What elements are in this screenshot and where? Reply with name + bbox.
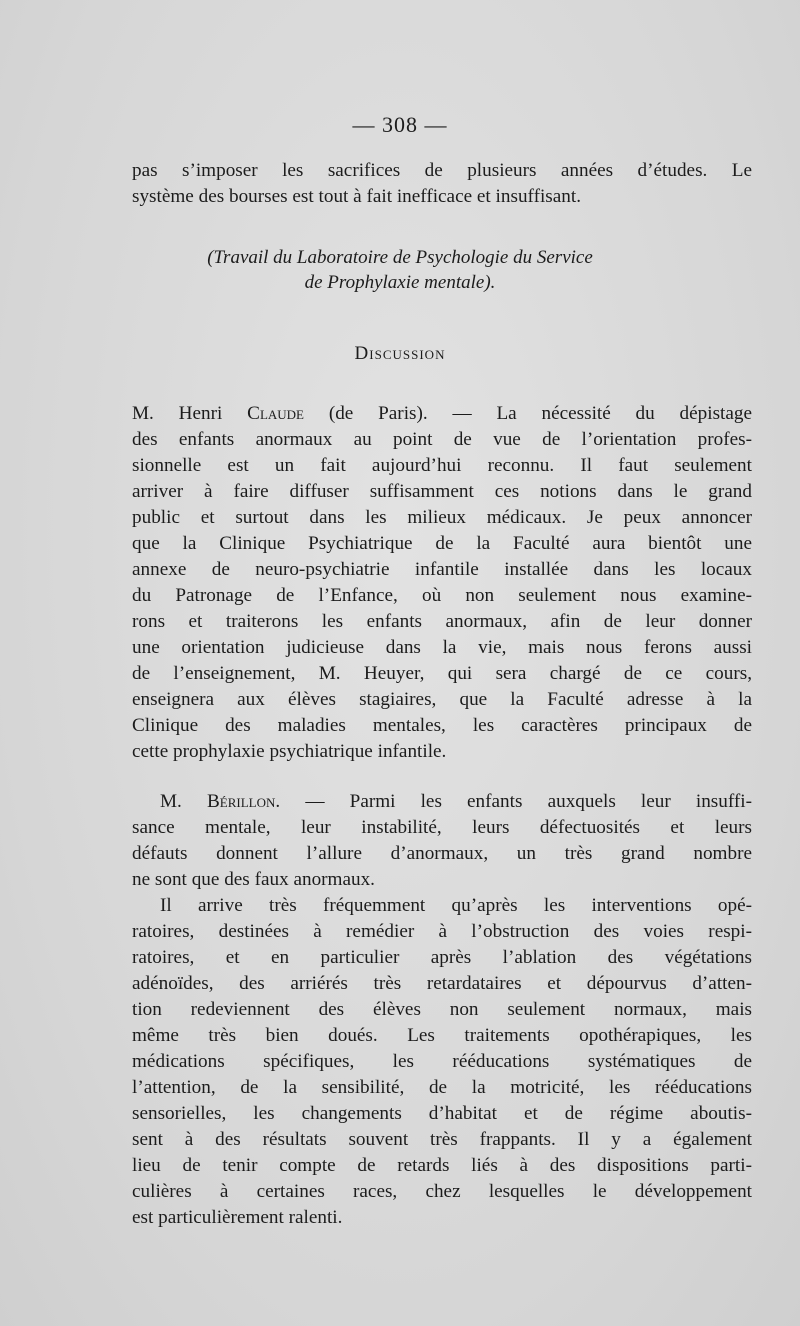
text-line: sionnelle est un fait aujourd’hui reconnu. Il faut seulement bbox=[132, 455, 752, 476]
text-line: est particulièrement ralenti. bbox=[132, 1207, 343, 1228]
text-line: cette prophylaxie psychiatrique infantile. bbox=[132, 741, 447, 762]
text-line bbox=[132, 401, 752, 427]
text-line: arriver à faire diffuser suffisamment ces notions dans le grand bbox=[132, 481, 752, 502]
text-line: l’attention, de la sensibilité, de la motricité, les rééducations bbox=[132, 1077, 752, 1098]
credit-line: de Prophylaxie mentale). bbox=[304, 272, 496, 293]
section-heading: Discussion bbox=[354, 343, 446, 364]
speaker-name: Claude bbox=[247, 403, 305, 424]
text-line: sance mentale, leur instabilité, leurs défectuosités et leurs bbox=[132, 817, 752, 838]
text-line: lieu de tenir compte de retards liés à des dispositions parti- bbox=[132, 1155, 752, 1176]
speaker-name: Bérillon bbox=[207, 791, 276, 812]
credit-line: (Travail du Laboratoire de Psychologie du Service bbox=[207, 247, 593, 268]
text-line: rons et traiterons les enfants anormaux, afin de leur donner bbox=[132, 611, 752, 632]
text-line: pas s’imposer les sacrifices de plusieurs années d’études. Le bbox=[132, 160, 752, 181]
text-line: du Patronage de l’Enfance, où non seulement nous examine- bbox=[132, 585, 752, 606]
text-line bbox=[132, 789, 752, 815]
speaker-text: . — Parmi les enfants auxquels leur insuffi- bbox=[275, 791, 753, 812]
text-line: de l’enseignement, M. Heuyer, qui sera chargé de ce cours, bbox=[132, 663, 752, 684]
text-line: public et surtout dans les milieux médicaux. Je peux annoncer bbox=[132, 507, 752, 528]
text-line: adénoïdes, des arriérés très retardataires et dépourvus d’atten- bbox=[132, 973, 752, 994]
text-line: tion redeviennent des élèves non seulement normaux, mais bbox=[132, 999, 752, 1020]
text-line: une orientation judicieuse dans la vie, mais nous ferons aussi bbox=[132, 637, 752, 658]
opening-paragraph bbox=[132, 158, 752, 210]
text-line: sent à des résultats souvent très frappants. Il y a également bbox=[132, 1129, 752, 1150]
speaker-text: (de Paris). — La nécessité du dépistage bbox=[304, 403, 753, 424]
claude-paragraph bbox=[132, 401, 752, 765]
text-line: Il arrive très fréquemment qu’après les interventions opé- bbox=[160, 895, 752, 916]
speaker-title: M. bbox=[160, 791, 207, 812]
text-line: que la Clinique Psychiatrique de la Faculté aura bientôt une bbox=[132, 533, 752, 554]
text-line: culières à certaines races, chez lesquelles le développement bbox=[132, 1181, 752, 1202]
text-line: même très bien doués. Les traitements opothérapiques, les bbox=[132, 1025, 752, 1046]
speaker-title: M. Henri bbox=[132, 403, 248, 424]
text-line: défauts donnent l’allure d’anormaux, un très grand nombre bbox=[132, 843, 752, 864]
text-line: sensorielles, les changements d’habitat et de régime aboutis- bbox=[132, 1103, 752, 1124]
text-line: enseignera aux élèves stagiaires, que la Faculté adresse à la bbox=[132, 689, 752, 710]
text-line: système des bourses est tout à fait inefficace et insuffisant. bbox=[132, 186, 582, 207]
laboratory-credit bbox=[0, 245, 800, 295]
text-line: Clinique des maladies mentales, les caractères principaux de bbox=[132, 715, 752, 736]
text-line: ratoires, destinées à remédier à l’obstruction des voies respi- bbox=[132, 921, 752, 942]
text-line: des enfants anormaux au point de vue de l’orientation profes- bbox=[132, 429, 752, 450]
berillon-paragraph bbox=[132, 789, 752, 1231]
text-line: annexe de neuro-psychiatrie infantile installée dans les locaux bbox=[132, 559, 752, 580]
text-line: médications spécifiques, les rééducations systématiques de bbox=[132, 1051, 752, 1072]
page-number: — 308 — bbox=[352, 112, 448, 137]
text-line: ratoires, et en particulier après l’ablation des végétations bbox=[132, 947, 752, 968]
text-line: ne sont que des faux anormaux. bbox=[132, 869, 375, 890]
